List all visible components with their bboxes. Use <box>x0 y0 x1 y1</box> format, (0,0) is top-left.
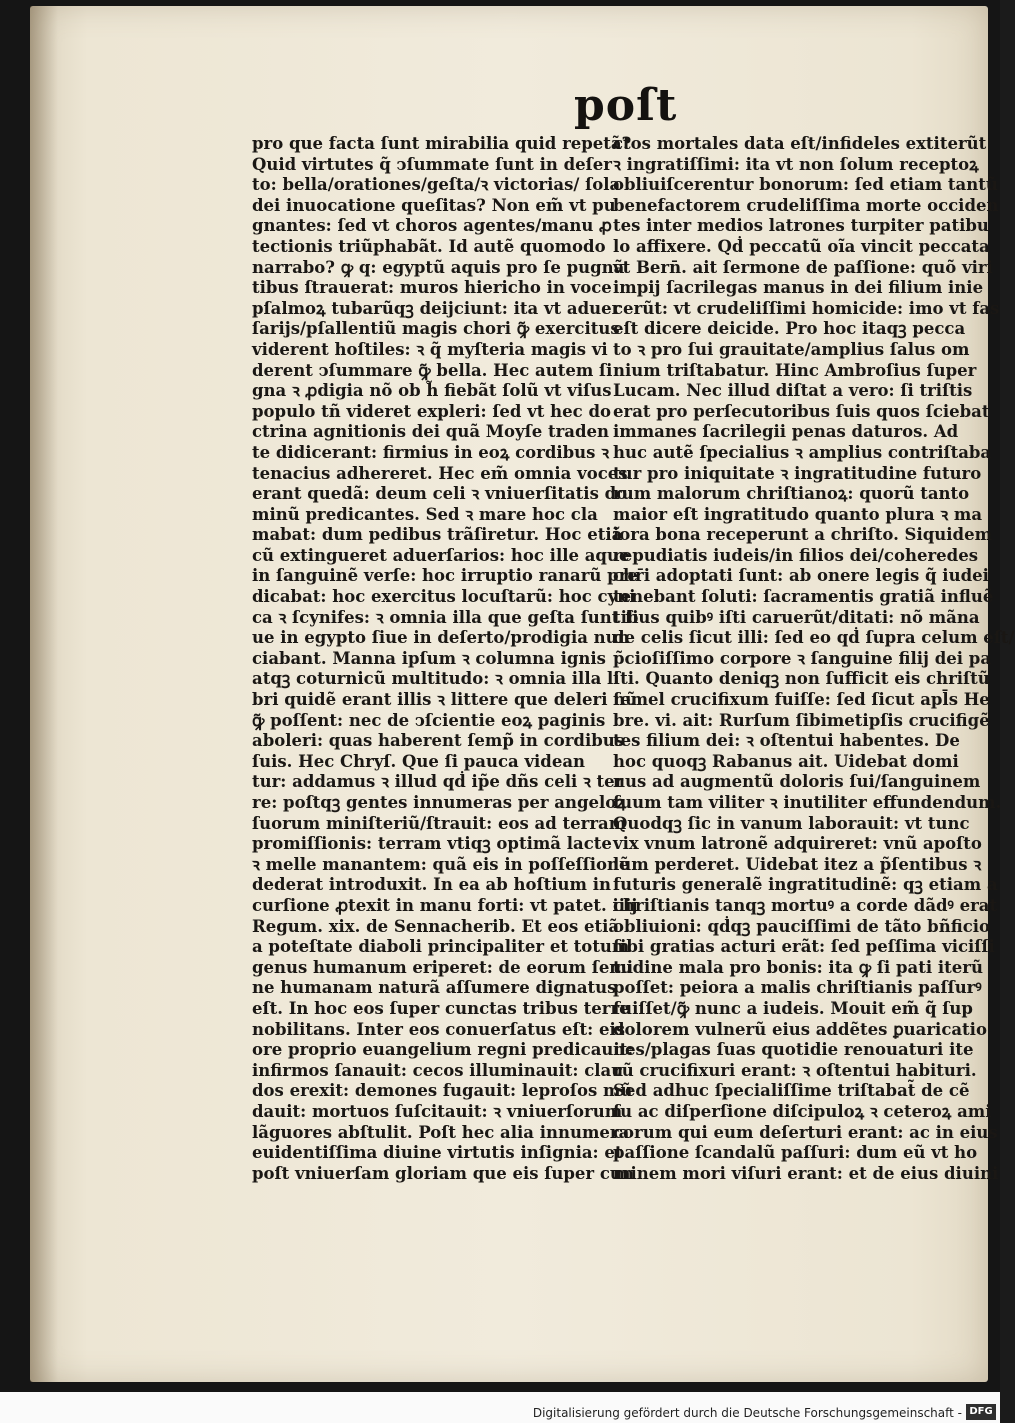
text-line: populo tñ videret expleri: ſed vt hec do <box>252 401 611 421</box>
text-line: gna ꝛ ꝓdigia nõ ob h̃ fiebãt ſolũ vt viſus <box>252 381 612 401</box>
text-line: curſione ꝓtexit in manu forti: vt patet. iiij <box>252 895 638 915</box>
text-line: obliuiſcerentur bonorum: ſed etiam tantũ <box>613 175 998 195</box>
text-line: ore proprio euangelium regni predicauit: <box>252 1040 634 1060</box>
text-line: erat pro perſecutoribus ſuis quos ſciebat <box>613 401 990 421</box>
text-line: ſuorum miniſteriũ/ſtrauit: eos ad terram <box>252 813 627 833</box>
text-line: dolorem vulnerũ eius addẽtes ꝑuaricatio <box>613 1019 987 1039</box>
text-line: nes/plagas ſuas quotidie renouaturi ite <box>613 1040 974 1060</box>
text-line: ciabant. Manna ipſum ꝛ columna ignis <box>252 648 606 668</box>
text-line: nus ad augmentũ doloris ſui/ſanguinem <box>613 772 981 792</box>
text-line: poſſet: peiora a malis chriſtianis paſſurꝰ <box>613 978 982 998</box>
text-line: tenacius adhereret. Hec em̃ omnia voces <box>252 463 628 483</box>
text-line: tibus quibꝰ iſti caruerũt/ditati: nõ mãna <box>613 607 980 627</box>
text-line: cerũt: vt crudeliſſimi homicide: imo vt fas <box>613 298 1000 318</box>
text-line: a poteſtate diaboli principaliter et totum <box>252 937 630 957</box>
text-line: vt Bern̄. ait ſermone de paſſione: quõ viri <box>613 257 993 277</box>
text-line: euidentiſſima diuine virtutis inſignia: et <box>252 1143 623 1163</box>
text-line: fuiſſet/ꝙ̃ nunc a iudeis. Mouit em̃ q̃ ſup <box>613 998 973 1018</box>
text-line: p̃cioſiſſimo corpore ꝛ ſanguine filij dei pa <box>613 648 992 668</box>
running-head: poſt <box>574 80 678 131</box>
text-line: de celis ſicut illi: ſed eo qḋ ſupra celum eſt/ <box>613 628 1015 648</box>
text-line: bre. vi. ait: Rurſum ſibimetipſis crucifigẽ <box>613 710 990 730</box>
text-line: te didicerant: firmius in eoꝝ cordibus ꝛ <box>252 442 610 462</box>
text-line: ſibi gratias acturi erãt: ſed peſſima viciſſi <box>613 937 995 957</box>
dfg-logo: DFG <box>966 1404 996 1420</box>
text-line: ctrina agnitionis dei quã Moyſe traden <box>252 422 609 442</box>
text-line: pro que facta ſunt mirabilia quid repetã? <box>252 134 632 153</box>
text-line: tenebant ſoluti: ſacramentis gratiã influẽ <box>613 587 994 607</box>
text-line: lo affixere. Qḋ peccatũ oĩa vincit peccata <box>613 236 990 256</box>
text-line: impij ſacrilegas manus in dei filium inie <box>613 278 984 298</box>
text-line: ca ꝛ ſcynifes: ꝛ omnia illa que geſta ſunt ſi <box>252 607 639 627</box>
text-line: tibus ſtrauerat: muros hiericho in voce <box>252 278 612 298</box>
text-line: hoc quoqꝫ Rabanus ait. Uidebat domi <box>613 751 959 771</box>
text-line: poſt vniuerſam gloriam que eis ſuper cun <box>252 1163 634 1183</box>
text-line: Quid virtutes q̃ ↄſummate ſunt in deſer <box>252 154 612 174</box>
text-line: derent ↄſummare ꝙ̃ bella. Hec autem ſi <box>252 360 613 380</box>
text-line: Regum. xix. de Sennacherib. Et eos etiã <box>252 916 620 936</box>
text-line: huc autẽ ſpecialius ꝛ amplius contriſtaba <box>613 442 992 462</box>
text-line: futuris generalẽ ingratitudinẽ: qꝫ etiam a <box>613 875 998 895</box>
text-line: ne humanam naturã aſſumere dignatus <box>252 978 617 998</box>
text-line: in ſanguinẽ verſe: hoc irruptio ranarũ pre <box>252 566 638 586</box>
text-column-left <box>252 134 639 1184</box>
text-line: genus humanum eriperet: de eorum ſemi <box>252 957 634 977</box>
text-line: vix vnum latronẽ adquireret: vnũ apoſto <box>613 834 982 854</box>
text-line: dauit: mortuos ſuſcitauit: ꝛ vniuerſorum <box>252 1101 623 1121</box>
text-line: nium triſtabatur. Hinc Ambroſius ſuper <box>613 360 977 380</box>
text-line: tes filium dei: ꝛ oſtentui habentes. De <box>613 731 960 751</box>
text-line: iora bona receperunt a chriſto. Siquidem <box>613 525 993 545</box>
text-line: obliuioni: qḋqꝫ pauciſſimi de tãto bñficio <box>613 916 991 936</box>
text-line: lãguores abſtulit. Poſt hec alia innumera <box>252 1122 630 1142</box>
text-line: ſti. Quanto deniqꝫ non ſufficit eis chriſtũ <box>613 669 990 689</box>
text-line: cũ extingueret aduerſarios: hoc ille aque <box>252 545 630 565</box>
text-line: ſemel crucifixum fuiſſe: ſed ſicut apl̄s He <box>613 690 990 710</box>
text-line: atqꝫ coturnicũ multitudo: ꝛ omnia illa li <box>252 669 620 689</box>
text-line: erant quedã: deum celi ꝛ vniuerſitatis do <box>252 484 628 504</box>
text-line: to: bella/orationes/geſta/ꝛ victorias/ ſola <box>252 175 621 195</box>
text-line: dederat introduxit. In ea ab hoſtium in <box>252 875 611 895</box>
text-line: to ꝛ pro ſui grauitate/amplius ſalus om <box>613 339 970 359</box>
text-line: ſarijs/pſallentiũ magis chori ꝙ̃ exercitus <box>252 319 620 339</box>
text-line: ꝛ melle manantem: quã eis in poſſeſſionẽ <box>252 854 630 874</box>
text-line: infirmos ſanauit: cecos illuminauit: clau <box>252 1060 624 1080</box>
text-line: lum perderet. Uidebat itez a p̃ſentibus ꝛ <box>613 854 982 874</box>
text-line: promiſſionis: terram vtiqꝫ optimã lacte <box>252 834 612 854</box>
text-line: tectionis triũphabãt. Id autẽ quomodo <box>252 236 606 256</box>
text-line: nobilitans. Inter eos conuerſatus eſt: eis <box>252 1019 626 1039</box>
text-line: tur pro iniquitate ꝛ ingratitudine futuro <box>613 463 982 483</box>
text-line: eſt. In hoc eos ſuper cunctas tribus terre <box>252 998 630 1018</box>
text-line: ctos mortales data eſt/infideles extiterũt <box>613 134 987 153</box>
text-line: narrabo? ꝙ q: egyptũ aquis pro ſe pugnã <box>252 257 625 277</box>
text-line: ꝛ ingratiſſimi: ita vt non ſolum receptoꝝ <box>613 154 979 174</box>
text-line: rum malorum chriſtianoꝝ: quorũ tanto <box>613 484 970 504</box>
text-line: gnantes: ſed vt choros agentes/manu ꝓ <box>252 216 612 236</box>
text-line: repudiatis iudeis/in filios dei/coheredes <box>613 545 978 565</box>
text-line: tes inter medios latrones turpiter patibu <box>613 216 989 236</box>
text-line: paſſione ſcandalũ paſſuri: dum eũ vt ho <box>613 1143 978 1163</box>
text-line: dei inuocatione queſitas? Non em̃ vt pu <box>252 195 616 215</box>
text-line: bri quidẽ erant illis ꝛ littere que deleri nũ <box>252 690 638 710</box>
text-line: minem mori viſuri erant: et de eius diuini <box>613 1163 999 1183</box>
text-line: dos erexit: demones fugauit: leproſos mũ <box>252 1081 633 1101</box>
text-line: immanes ſacrilegii penas daturos. Ad <box>613 422 959 442</box>
text-line: mabat: dum pedibus trãſiretur. Hoc etiã <box>252 525 623 545</box>
text-line: Quodqꝫ ſic in vanum laborauit: vt tunc <box>613 813 970 833</box>
text-line: chr̄i adoptati ſunt: ab onere legis q̃ iudei <box>613 566 989 586</box>
text-column-right <box>613 134 1015 1184</box>
text-line: ſu ac diſperſione diſcipuloꝝ ꝛ ceteroꝝ ami <box>613 1101 992 1121</box>
text-line: chriſtianis tanqꝫ mortuꝰ a corde dãdꝰ erat <box>613 895 998 915</box>
text-line: rũ crucifixuri erant: ꝛ oſtentui habituri. <box>613 1060 977 1080</box>
text-line: ſuum tam viliter ꝛ inutiliter effundendum. <box>613 793 1002 812</box>
text-line: pſalmoꝝ tubarũqꝫ deijciunt: ita vt aduer <box>252 298 621 318</box>
text-line: ꝙ̃ poſſent: nec de ↄſcientie eoꝝ paginis <box>252 710 606 730</box>
text-line: re: poſtqꝫ gentes innumeras per angeloꝝ <box>252 793 626 812</box>
text-line: ue in egypto ſiue in deſerto/prodigia nun <box>252 628 630 648</box>
text-line: ſuis. Hec Chryſ. Que ſi pauca videan <box>252 751 586 771</box>
text-line: corum qui eum deſerturi erant: ac in eius <box>613 1122 998 1142</box>
footer-credit: Digitalisierung gefördert durch die Deutsche Forschungsgemeinschaft - <box>532 1406 962 1420</box>
text-line: tur: addamus ꝛ illud qḋ ip̃e dñs celi ꝛ ter <box>252 772 624 792</box>
text-line: Lucam. Nec illud diſtat a vero: ſi triſtis <box>613 381 973 401</box>
text-line: eſt dicere deicide. Pro hoc itaqꝫ pecca <box>613 319 966 339</box>
text-line: benefactorem crudeliſſima morte occiden <box>613 195 999 215</box>
text-line: Sed adhuc ſpecialiſſime triſtabat̃ de cẽ <box>613 1081 970 1101</box>
text-line: dicabat: hoc exercitus locuſtarũ: hoc cyni <box>252 587 636 607</box>
text-line: viderent hoſtiles: ꝛ q̃ myſteria magis vi <box>252 339 608 359</box>
text-line: maior eſt ingratitudo quanto plura ꝛ ma <box>613 504 983 524</box>
text-line: minũ predicantes. Sed ꝛ mare hoc cla <box>252 504 598 524</box>
page-gutter-shadow <box>30 6 58 1382</box>
text-line: aboleri: quas haberent ſemp̃ in cordibus <box>252 731 625 751</box>
text-line: tudine mala pro bonis: ita ꝙ ſi pati iterũ <box>613 957 983 977</box>
